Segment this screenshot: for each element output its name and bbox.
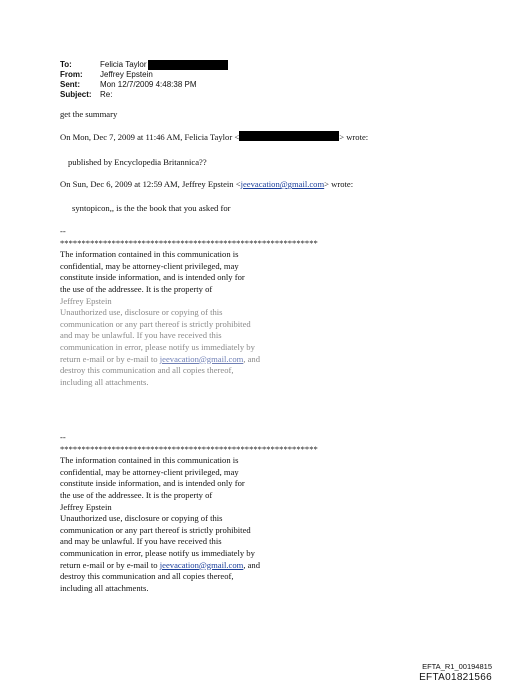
sent-value: Mon 12/7/2009 4:48:38 PM <box>100 80 197 89</box>
disclaimer-line: destroy this communication and all copies thereof, <box>60 365 234 376</box>
disclaimer-text: return e-mail or by e-mail to <box>60 353 160 364</box>
separator-dashes: -- <box>60 432 66 442</box>
disclaimer-line: Jeffrey Epstein <box>60 501 112 512</box>
to-label: To: <box>60 60 72 69</box>
quote-header-1-suffix: > wrote: <box>339 132 369 142</box>
disclaimer-line: destroy this communication and all copies thereof, <box>60 571 234 582</box>
email-link[interactable]: jeevacation@gmail.com <box>159 559 244 570</box>
reply-text: get the summary <box>60 109 118 119</box>
subject-value: Re: <box>100 90 113 99</box>
disclaimer-line: Jeffrey Epstein <box>60 295 112 306</box>
disclaimer-line: communication in error, please notify us immediately by <box>60 547 255 558</box>
separator-stars: ************************************************************ <box>60 237 318 248</box>
disclaimer-line: communication in error, please notify us immediately by <box>60 341 255 352</box>
redaction-bar <box>239 131 339 141</box>
disclaimer-line: including all attachments. <box>60 582 149 593</box>
disclaimer-line: including all attachments. <box>60 376 149 387</box>
disclaimer-line: Unauthorized use, disclosure or copying of this <box>60 307 223 318</box>
disclaimer-text: return e-mail or by e-mail to <box>60 559 160 570</box>
quote-header-1 <box>60 131 368 143</box>
disclaimer-line: The information contained in this communication is <box>60 249 239 260</box>
quote-header-2-prefix: On Sun, Dec 6, 2009 at 12:59 AM, Jeffrey Epstein < <box>60 179 241 189</box>
disclaimer-line: constitute inside information, and is intended only for <box>60 478 245 489</box>
bates-stamp-large: EFTA01821566 <box>419 672 492 683</box>
to-row <box>60 60 228 70</box>
sent-row <box>60 80 228 90</box>
email-link[interactable]: jeevacation@gmail.com <box>159 353 244 364</box>
disclaimer-text: , and <box>243 353 261 364</box>
separator-stars: ************************************************************ <box>60 443 318 454</box>
quote-body-2: syntopicon,, is the the book that you asked for <box>72 203 231 213</box>
disclaimer-line <box>60 560 360 572</box>
sent-label: Sent: <box>60 80 80 89</box>
quote-header-1-prefix: On Mon, Dec 7, 2009 at 11:46 AM, Felicia Taylor < <box>60 132 240 142</box>
disclaimer-block-1 <box>60 226 360 388</box>
from-value: Jeffrey Epstein <box>100 70 153 79</box>
disclaimer-line: confidential, may be attorney-client privileged, may <box>60 466 239 477</box>
subject-row <box>60 90 228 100</box>
subject-label: Subject: <box>60 90 92 99</box>
disclaimer-line: communication or any part thereof is strictly prohibited <box>60 318 251 329</box>
disclaimer-block-2 <box>60 432 360 594</box>
disclaimer-line: the use of the addressee. It is the property of <box>60 489 213 500</box>
bates-stamp-small: EFTA_R1_00194815 <box>422 662 492 671</box>
disclaimer-line: confidential, may be attorney-client privileged, may <box>60 260 239 271</box>
disclaimer-line: the use of the addressee. It is the property of <box>60 283 213 294</box>
disclaimer-line: Unauthorized use, disclosure or copying of this <box>60 513 223 524</box>
separator-dashes: -- <box>60 226 66 236</box>
quote-header-2 <box>60 179 353 190</box>
to-value: Felicia Taylor <box>100 60 147 69</box>
redaction-bar <box>148 60 228 70</box>
disclaimer-line: and may be unlawful. If you have received this <box>60 536 222 547</box>
disclaimer-line: communication or any part thereof is strictly prohibited <box>60 524 251 535</box>
disclaimer-line: and may be unlawful. If you have received this <box>60 330 222 341</box>
disclaimer-text: , and <box>243 559 261 570</box>
disclaimer-line: The information contained in this communication is <box>60 455 239 466</box>
email-link[interactable]: jeevacation@gmail.com <box>240 179 325 189</box>
disclaimer-line: constitute inside information, and is intended only for <box>60 272 245 283</box>
email-header <box>60 60 228 100</box>
disclaimer-line <box>60 354 360 366</box>
quote-header-2-suffix: > wrote: <box>324 179 354 189</box>
from-label: From: <box>60 70 83 79</box>
quote-body-1: published by Encyclopedia Britannica?? <box>68 157 207 167</box>
from-row <box>60 70 228 80</box>
